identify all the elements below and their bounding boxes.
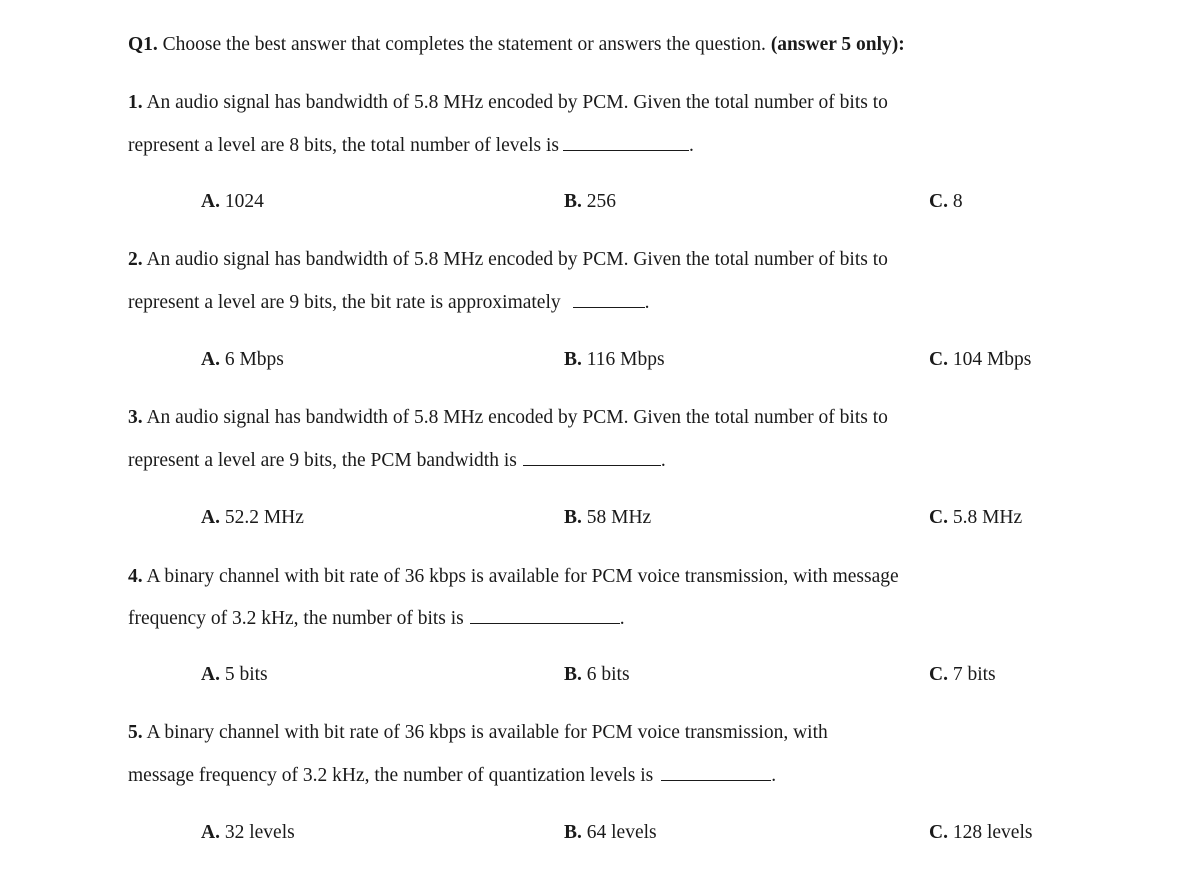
answer-blank <box>470 606 620 624</box>
option-letter: B. <box>564 507 582 528</box>
sentence-end: . <box>644 292 650 313</box>
question-label: Q1. <box>128 34 158 55</box>
option-text: 6 bits <box>586 664 630 685</box>
question-3-line-2 <box>128 448 666 473</box>
option-b <box>564 663 630 687</box>
option-text: 58 MHz <box>586 507 652 528</box>
question-2-line-2 <box>128 290 650 315</box>
option-text: 64 levels <box>586 822 657 843</box>
option-letter: C. <box>929 191 948 212</box>
option-text: 104 Mbps <box>952 349 1032 370</box>
option-text: 128 levels <box>952 822 1033 843</box>
answer-blank <box>563 133 689 151</box>
answer-blank <box>661 763 771 781</box>
option-b <box>564 348 665 372</box>
option-text: 8 <box>952 191 963 212</box>
option-text: 5.8 MHz <box>952 507 1023 528</box>
option-letter: C. <box>929 664 948 685</box>
option-text: 5 bits <box>224 664 268 685</box>
question-text: An audio signal has bandwidth of 5.8 MHz encoded by PCM. Given the total number of bits to <box>146 249 888 270</box>
question-number: 2. <box>128 249 143 270</box>
question-1-line-1 <box>128 91 888 115</box>
option-text: 52.2 MHz <box>224 507 304 528</box>
option-letter: C. <box>929 507 948 528</box>
option-letter: A. <box>201 191 220 212</box>
question-3-line-1 <box>128 406 888 430</box>
instruction-text: Choose the best answer that completes the statement or answers the question. <box>162 34 766 55</box>
question-5-line-2 <box>128 763 776 788</box>
option-b <box>564 506 651 530</box>
question-5-line-1 <box>128 721 828 745</box>
question-1-line-2 <box>128 133 694 158</box>
option-b <box>564 190 616 214</box>
option-text: 7 bits <box>952 664 996 685</box>
question-4-line-1 <box>128 565 899 589</box>
option-c <box>929 663 996 687</box>
question-number: 5. <box>128 722 143 743</box>
question-header <box>128 33 905 57</box>
question-text: frequency of 3.2 kHz, the number of bits is <box>128 608 464 629</box>
option-letter: A. <box>201 507 220 528</box>
question-4-line-2 <box>128 606 625 631</box>
option-text: 116 Mbps <box>586 349 665 370</box>
option-letter: B. <box>564 191 582 212</box>
question-number: 1. <box>128 92 143 113</box>
sentence-end: . <box>660 450 666 471</box>
question-text: An audio signal has bandwidth of 5.8 MHz encoded by PCM. Given the total number of bits to <box>146 92 888 113</box>
option-c <box>929 506 1022 530</box>
option-letter: A. <box>201 822 220 843</box>
option-text: 256 <box>586 191 617 212</box>
instruction-note: (answer 5 only): <box>770 34 905 55</box>
question-text: An audio signal has bandwidth of 5.8 MHz encoded by PCM. Given the total number of bits to <box>146 407 888 428</box>
option-c <box>929 821 1032 845</box>
sentence-end: . <box>619 608 625 629</box>
question-text: A binary channel with bit rate of 36 kbps is available for PCM voice transmission, with <box>146 722 828 743</box>
question-text: A binary channel with bit rate of 36 kbps is available for PCM voice transmission, with message <box>146 566 899 587</box>
option-b <box>564 821 657 845</box>
question-number: 4. <box>128 566 143 587</box>
question-number: 3. <box>128 407 143 428</box>
option-text: 32 levels <box>224 822 295 843</box>
sentence-end: . <box>771 765 777 786</box>
option-letter: B. <box>564 349 582 370</box>
question-text: represent a level are 9 bits, the PCM bandwidth is <box>128 450 517 471</box>
option-a <box>201 190 264 214</box>
option-a <box>201 506 304 530</box>
answer-blank <box>573 290 645 308</box>
option-letter: B. <box>564 822 582 843</box>
option-a <box>201 663 268 687</box>
option-text: 1024 <box>224 191 264 212</box>
question-text: message frequency of 3.2 kHz, the number of quantization levels is <box>128 765 654 786</box>
option-c <box>929 190 963 214</box>
question-text: represent a level are 9 bits, the bit rate is approximately <box>128 292 561 313</box>
answer-blank <box>523 448 661 466</box>
option-text: 6 Mbps <box>224 349 284 370</box>
option-a <box>201 348 284 372</box>
option-letter: A. <box>201 664 220 685</box>
option-letter: B. <box>564 664 582 685</box>
question-2-line-1 <box>128 248 888 272</box>
option-letter: A. <box>201 349 220 370</box>
sentence-end: . <box>689 135 694 156</box>
option-a <box>201 821 295 845</box>
question-text: represent a level are 8 bits, the total number of levels is <box>128 135 560 156</box>
option-c <box>929 348 1031 372</box>
option-letter: C. <box>929 822 948 843</box>
option-letter: C. <box>929 349 948 370</box>
